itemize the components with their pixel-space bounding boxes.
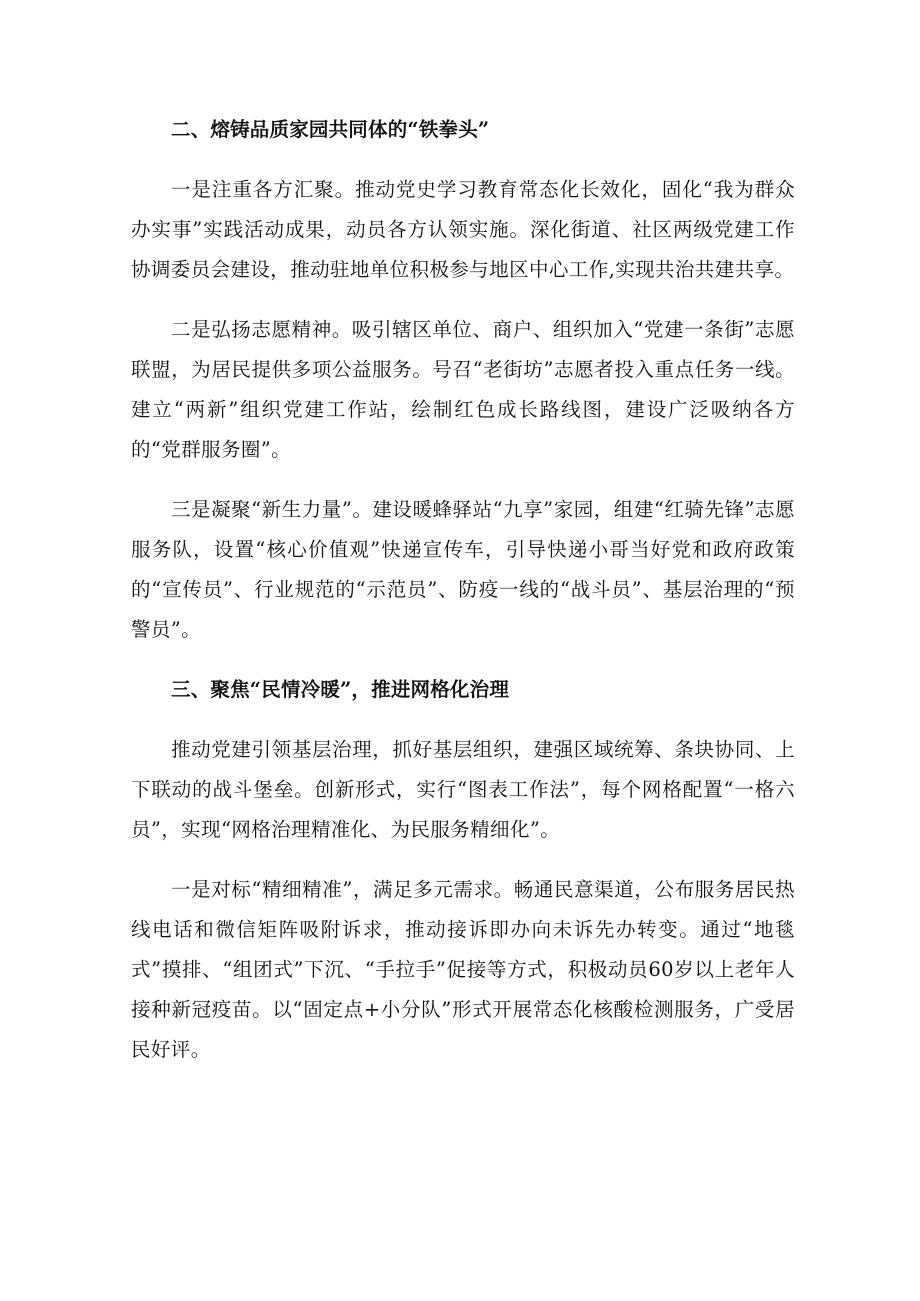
paragraph-precise-needs: 一是对标“精细精准”，满足多元需求。畅通民意渠道，公布服务居民热线电话和微信矩阵吸附诉求，推动接诉即办向未诉先办转变。通过“地毯式”摸排、“组团式”下沉、“手拉手”促接等方式，积极动员60岁以上老年人接种新冠疫苗。以“固定点+小分队”形式开展常态化核酸检测服务，广受居民好评。 <box>131 878 795 1061</box>
document-body <box>131 110 795 1090</box>
section-heading-3: 三、聚焦“民情冷暖”，推进网格化治理 <box>171 678 510 701</box>
paragraph-grid-governance: 推动党建引领基层治理，抓好基层组织，建强区域统筹、条块协同、上下联动的战斗堡垒。创新形式，实行“图表工作法”，每个网格配置“一格六员”，实现“网格治理精准化、为民服务精细化”。 <box>131 738 795 841</box>
paragraph-gather-all-parties: 一是注重各方汇聚。推动党史学习教育常态化长效化，固化“我为群众办实事”实践活动成果，动员各方认领实施。深化街道、社区两级党建工作协调委员会建设，推动驻地单位积极参与地区中心工作,实现共治共建共享。 <box>131 178 795 281</box>
paragraph-new-forces: 三是凝聚“新生力量”。建设暖蜂驿站“九享”家园，组建“红骑先锋”志愿服务队，设置“核心价值观”快递宣传车，引导快递小哥当好党和政府政策的“宣传员”、行业规范的“示范员”、防疫一线的“战斗员”、基层治理的“预警员”。 <box>131 498 795 641</box>
paragraph-volunteer-spirit: 二是弘扬志愿精神。吸引辖区单位、商户、组织加入“党建一条街”志愿联盟，为居民提供多项公益服务。号召“老街坊”志愿者投入重点任务一线。建立“两新”组织党建工作站，绘制红色成长路线图，建设广泛吸纳各方的“党群服务圈”。 <box>131 318 795 461</box>
section-heading-2: 二、熔铸品质家园共同体的“铁拳头” <box>171 118 490 141</box>
